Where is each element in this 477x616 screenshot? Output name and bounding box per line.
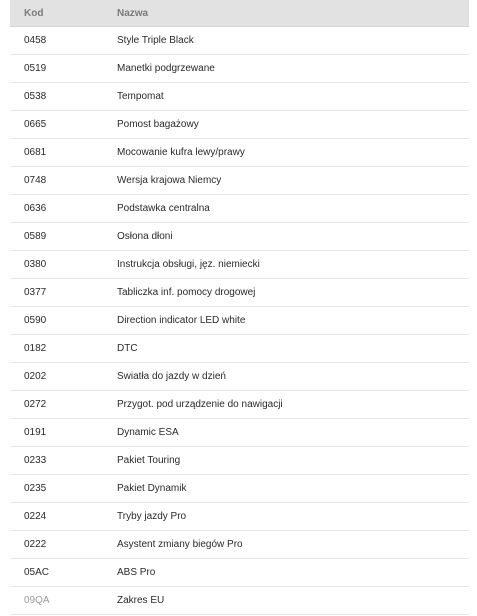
row-name: Światła do jazdy w dzień <box>117 371 226 382</box>
table-row <box>10 419 469 447</box>
row-code: 0224 <box>24 511 47 522</box>
row-name: Pakiet Touring <box>117 455 181 466</box>
row-code: 0191 <box>24 427 47 438</box>
row-name: Przygot. pod urządzenie do nawigacji <box>117 399 283 410</box>
row-name: Manetki podgrzewane <box>117 63 215 74</box>
table-header <box>10 0 469 27</box>
table-row <box>10 307 469 335</box>
row-name: Tryby jazdy Pro <box>117 511 187 522</box>
row-name: DTC <box>117 343 138 354</box>
row-name: Dynamic ESA <box>117 427 179 438</box>
table-body <box>10 27 469 615</box>
row-name: Pakiet Dynamik <box>117 483 187 494</box>
row-name: Wersja krajowa Niemcy <box>117 175 222 186</box>
row-name: Style Triple Black <box>117 35 194 46</box>
row-code: 09QA <box>24 595 50 606</box>
row-name: Tabliczka inf. pomocy drogowej <box>117 287 256 298</box>
row-code: 0519 <box>24 63 47 74</box>
table-row <box>10 167 469 195</box>
row-name: Mocowanie kufra lewy/prawy <box>117 147 245 158</box>
row-code: 0222 <box>24 539 47 550</box>
row-name: Instrukcja obsługi, jęz. niemiecki <box>117 259 260 270</box>
row-code: 0589 <box>24 231 47 242</box>
table-row <box>10 363 469 391</box>
row-name: Zakres EU <box>117 595 165 606</box>
table-row <box>10 503 469 531</box>
row-code: 0665 <box>24 119 47 130</box>
row-code: 0380 <box>24 259 47 270</box>
row-code: 0636 <box>24 203 47 214</box>
row-code: 0681 <box>24 147 47 158</box>
row-code: 0202 <box>24 371 47 382</box>
table-row <box>10 27 469 55</box>
row-name: Asystent zmiany biegów Pro <box>117 539 243 550</box>
row-code: 0590 <box>24 315 47 326</box>
row-name: Tempomat <box>117 91 164 102</box>
row-name: Pomost bagażowy <box>117 119 199 130</box>
row-code: 0458 <box>24 35 47 46</box>
table-row <box>10 391 469 419</box>
table-row <box>10 531 469 559</box>
table-row <box>10 447 469 475</box>
row-code: 0272 <box>24 399 47 410</box>
table-row <box>10 83 469 111</box>
row-name: Podstawka centralna <box>117 203 210 214</box>
table-row <box>10 587 469 615</box>
table-row <box>10 223 469 251</box>
row-code: 0235 <box>24 483 47 494</box>
row-name: Osłona dłoni <box>117 231 173 242</box>
row-code: 05AC <box>24 567 50 578</box>
table-row <box>10 335 469 363</box>
table-row <box>10 111 469 139</box>
row-code: 0377 <box>24 287 47 298</box>
row-name: Direction indicator LED white <box>117 315 246 326</box>
table-row <box>10 195 469 223</box>
table-row <box>10 55 469 83</box>
row-code: 0748 <box>24 175 47 186</box>
row-name: ABS Pro <box>117 567 156 578</box>
equipment-table <box>10 0 469 615</box>
row-code: 0182 <box>24 343 47 354</box>
row-code: 0233 <box>24 455 47 466</box>
table-row <box>10 139 469 167</box>
table-row <box>10 559 469 587</box>
row-code: 0538 <box>24 91 47 102</box>
header-name: Nazwa <box>117 7 149 19</box>
table-row <box>10 475 469 503</box>
table-row <box>10 251 469 279</box>
table-row <box>10 279 469 307</box>
header-code: Kod <box>24 7 44 19</box>
